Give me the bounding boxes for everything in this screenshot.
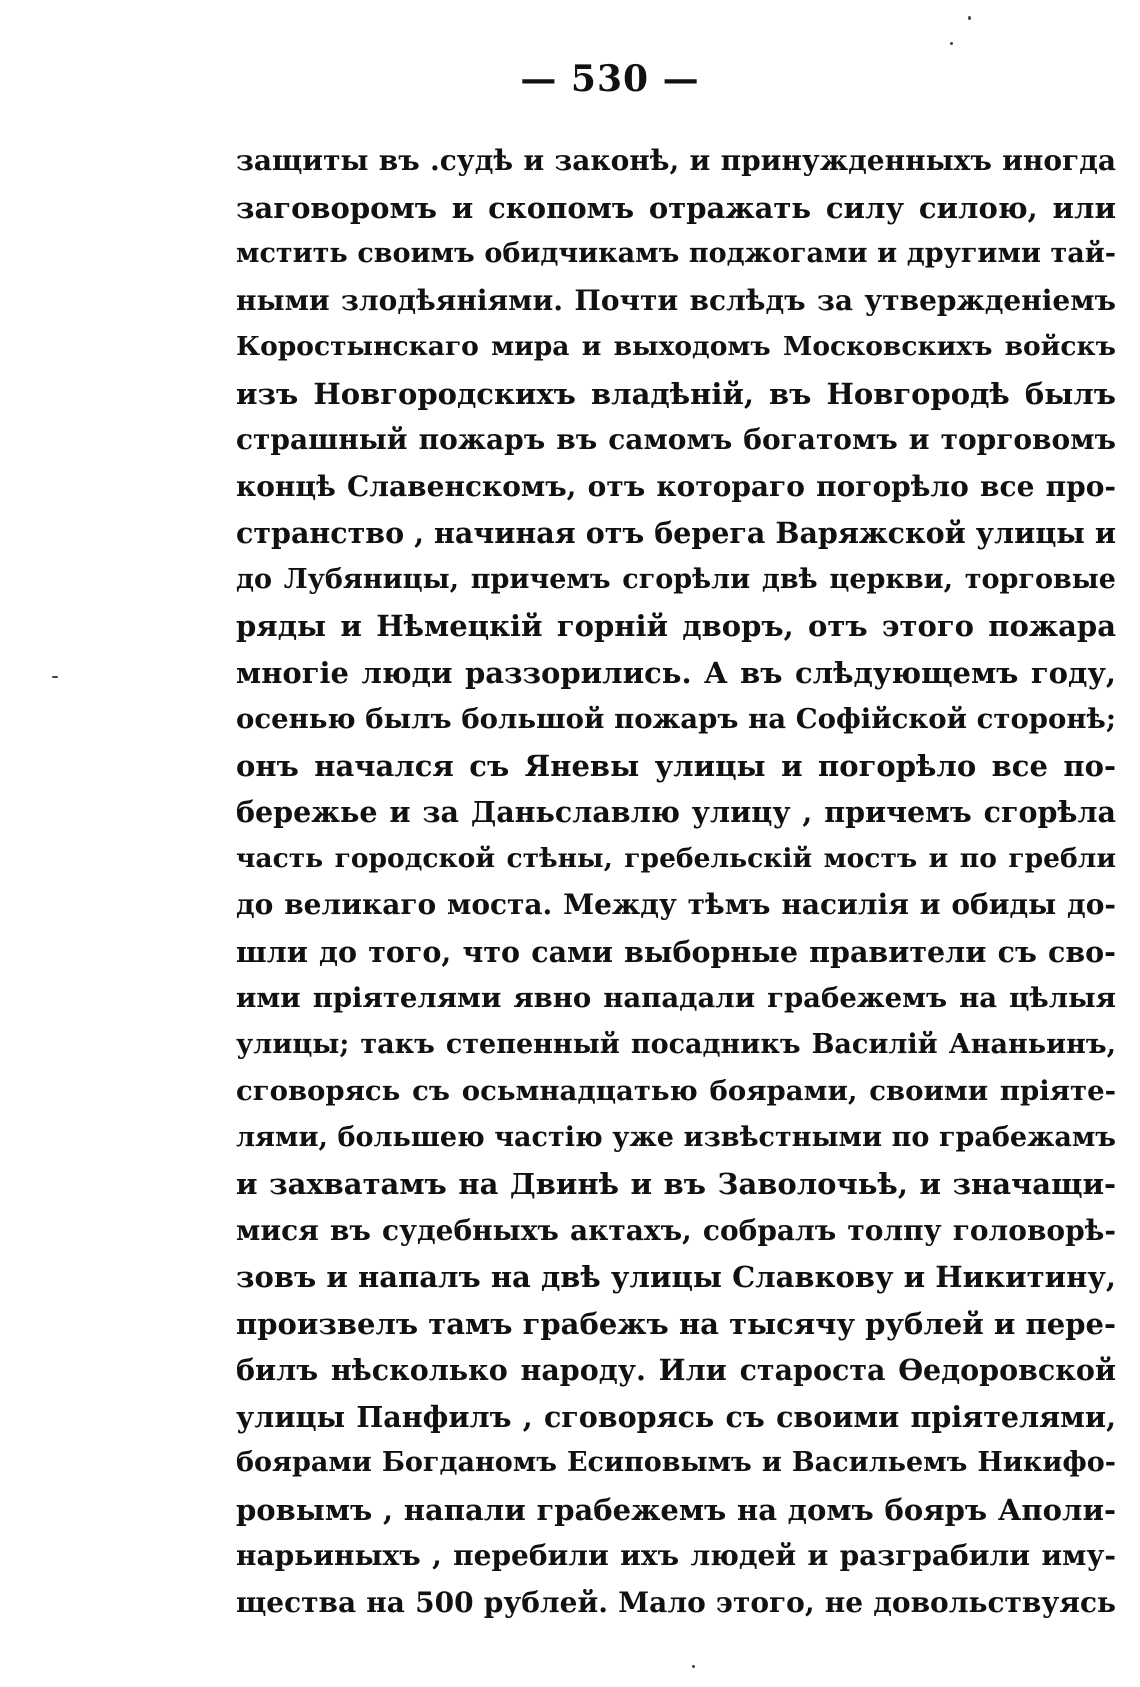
text-line: страшный пожаръ въ самомъ богатомъ и торговомъ [236,423,1116,456]
text-line: сговорясь съ осьмнадцатью боярами, своими пріяте- [236,1075,1116,1107]
text-line: лями, большею частію уже извѣстными по грабежамъ [236,1121,1116,1153]
scan-speck [52,676,58,678]
text-line: мстить своимъ обидчикамъ поджогами и другими тай- [236,238,1116,269]
text-line: мися въ судебныхъ актахъ, собралъ толпу головорѣ- [236,1213,1116,1247]
text-line: бережье и за Даньславлю улицу , причемъ сгорѣла [236,795,1116,829]
text-line: нарьиныхъ , перебили ихъ людей и разграбили иму- [236,1539,1116,1572]
text-line: часть городской стѣны, гребельскій мостъ и по гребли [236,842,1116,874]
page-number: — 530 — [520,58,700,100]
text-line: ими пріятелями явно нападали грабежемъ на цѣлыя [236,982,1116,1014]
text-line: онъ начался съ Яневы улицы и погорѣло все по- [236,748,1116,783]
text-line: билъ нѣсколько народу. Или староста Ѳедоровской [236,1353,1116,1387]
text-line: боярами Богданомъ Есиповымъ и Васильемъ Никифо- [236,1447,1116,1478]
text-line: и захватамъ на Двинѣ и въ Заволочьѣ, и значащи- [236,1167,1116,1201]
text-line: защиты въ .судѣ и законѣ, и принужденныхъ иногда [236,144,1116,177]
text-line: ными злодѣяніями. Почти вслѣдъ за утвержденіемъ [236,283,1116,317]
scan-speck [692,1665,695,1668]
text-line: до великаго моста. Между тѣмъ насилія и обиды до- [236,888,1116,921]
text-line: щества на 500 рублей. Мало этого, не довольствуясь [236,1585,1116,1619]
text-line: осенью былъ большой пожаръ на Софійской сторонѣ; [236,703,1116,735]
text-line: Коростынскаго мира и выходомъ Московскихъ войскъ [236,331,1116,362]
text-line: изъ Новгородскихъ владѣній, въ Новгородѣ былъ [236,376,1116,411]
text-line: улицы; такъ степенный посадникъ Василій Ананьинъ, [236,1028,1116,1060]
text-line: многіе люди раззорились. А въ слѣдующемъ году, [236,655,1116,690]
body-text [236,138,1116,1626]
text-line: до Лубяницы, причемъ сгорѣли двѣ церкви, торговые [236,563,1116,595]
text-line: ряды и Нѣмецкій горній дворъ, отъ этого пожара [236,609,1116,643]
scan-speck [950,42,953,45]
text-line: ровымъ , напали грабежемъ на домъ бояръ Аполи- [236,1492,1116,1527]
text-line: зовъ и напалъ на двѣ улицы Славкову и Никитину, [236,1260,1116,1294]
text-line: концѣ Славенскомъ, отъ котораго погорѣло все про- [236,469,1116,503]
text-line: заговоромъ и скопомъ отражать силу силою, или [236,190,1116,225]
text-line: улицы Панфилъ , сговорясь съ своими пріятелями, [236,1399,1116,1434]
text-line: шли до того, что сами выборные правители съ сво- [236,934,1116,969]
text-line: странство , начиная отъ берега Варяжской улицы и [236,516,1116,550]
text-line: произвелъ тамъ грабежъ на тысячу рублей и пере- [236,1306,1116,1341]
scan-speck [968,16,971,20]
